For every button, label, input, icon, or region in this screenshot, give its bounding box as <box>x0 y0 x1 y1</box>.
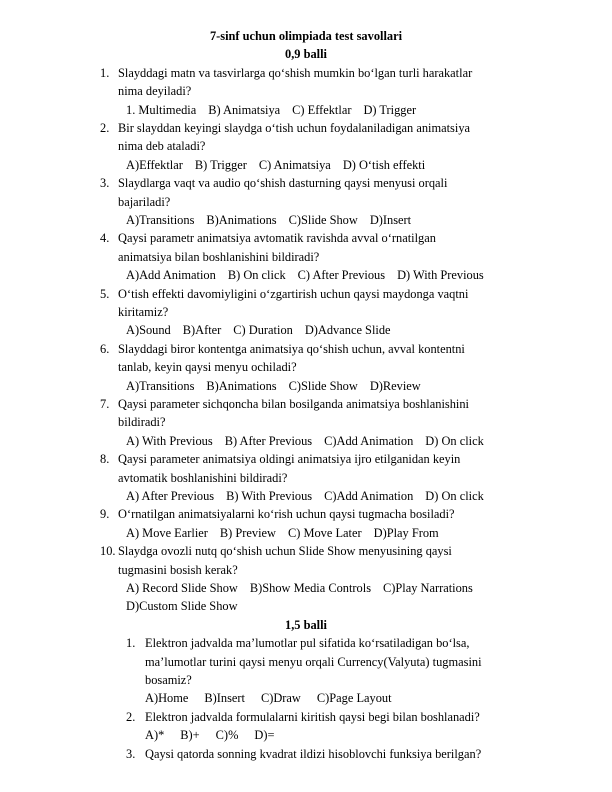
question-text: O‘rnatilgan animatsiyalarni ko‘rish uchun qaysi tugmacha bosiladi? <box>118 507 455 522</box>
answer-option: C) Move Later <box>287 525 362 540</box>
question-number: 4. <box>100 231 110 246</box>
answer-option: B)Animations <box>206 213 277 227</box>
question-text: Elektron jadvalda formulalarni kiritish qaysi begi bilan boshlanadi? <box>145 709 480 724</box>
answer-option: D) O‘tish effekti <box>342 157 426 172</box>
question-text: ma’lumotlar turini qaysi menyu orqali Currency(Valyuta) tugmasini <box>145 654 482 669</box>
question-text: Qaysi parameter sichqoncha bilan bosilganda animatsiya boshlanishini <box>118 397 469 411</box>
answer-option: D)= <box>254 728 275 743</box>
answer-option: B)Insert <box>204 691 245 706</box>
question-text: animatsiya bilan boshlanishini bildiradi? <box>118 249 320 264</box>
question-text: nima deyiladi? <box>118 84 192 99</box>
answer-options <box>126 524 451 542</box>
page-title: 7-sinf uchun olimpiada test savollari <box>209 29 403 43</box>
answer-option: C)Play Narrations <box>383 581 473 595</box>
question-text: Slaydlarga vaqt va audio qo‘shish dasturning qaysi menyusi orqali <box>118 176 448 191</box>
answer-options <box>126 211 423 229</box>
question-text: Qaysi parametr animatsiya avtomatik ravishda avval o‘rnatilgan <box>118 231 436 246</box>
question-number: 2. <box>100 121 110 135</box>
answer-option: B) After Previous <box>224 433 313 448</box>
answer-option: A) Record Slide Show <box>126 581 238 595</box>
question-text: avtomatik boshlanishini bildiradi? <box>118 470 288 485</box>
answer-option: A) After Previous <box>126 489 215 503</box>
answer-option: A)Add Animation <box>126 268 216 283</box>
answer-option: C)Add Animation <box>324 433 414 448</box>
question-number: 6. <box>100 341 110 356</box>
answer-option: A)Sound <box>126 323 171 338</box>
answer-option: D)Review <box>369 378 421 393</box>
question-number: 9. <box>100 507 110 522</box>
answer-option: A)Transitions <box>126 378 195 393</box>
answer-options <box>126 321 403 339</box>
question-number: 5. <box>100 286 110 301</box>
answer-option: B)After <box>182 323 222 338</box>
answer-options <box>126 432 496 450</box>
answer-option: B)Animations <box>206 378 277 393</box>
question-number: 1. <box>100 65 110 80</box>
answer-option: A) Move Earlier <box>126 525 208 540</box>
answer-option: A)Effektlar <box>126 157 183 172</box>
answer-option: C) Effektlar <box>292 102 352 117</box>
answer-options <box>126 156 437 174</box>
answer-option: C)Slide Show <box>288 378 358 393</box>
answer-options <box>126 579 485 597</box>
question-text: bajariladi? <box>118 194 171 209</box>
answer-option: C)Add Animation <box>324 489 414 503</box>
question-number: 7. <box>100 397 110 411</box>
answer-options <box>126 487 496 505</box>
question-text: bildiradi? <box>118 415 166 430</box>
answer-options <box>145 726 290 744</box>
answer-option: A)Home <box>145 691 189 706</box>
answer-option: D)Custom Slide Show <box>126 599 238 614</box>
question-number: 2. <box>126 709 136 724</box>
answer-options <box>145 689 408 707</box>
answer-option: B)+ <box>180 728 200 743</box>
answer-options <box>126 377 433 395</box>
answer-option: D) On click <box>425 433 484 448</box>
question-text: Slayddagi matn va tasvirlarga qo‘shish mumkin bo‘lgan turli harakatlar <box>118 65 473 80</box>
question-text: Qaysi parameter animatsiya oldingi animatsiya ijro etilganidan keyin <box>118 452 461 467</box>
question-text: tugmasini bosish kerak? <box>118 562 238 577</box>
answer-option: C) Duration <box>233 323 293 338</box>
answer-option: D) With Previous <box>397 268 484 283</box>
answer-option: D)Insert <box>369 213 412 227</box>
question-text: bosamiz? <box>145 673 192 687</box>
question-text: Bir slayddan keyingi slaydga o‘tish uchun foydalaniladigan animatsiya <box>118 121 471 135</box>
answer-option: B) Animatsiya <box>208 102 281 117</box>
answer-option: B) With Previous <box>226 489 313 503</box>
section-heading: 1,5 balli <box>285 617 327 632</box>
answer-option: C) After Previous <box>297 268 386 283</box>
answer-option: B)Show Media Controls <box>249 581 372 595</box>
answer-option: C)Slide Show <box>288 213 358 227</box>
answer-option: 1. Multimedia <box>126 102 197 117</box>
question-text: tanlab, keyin qaysi menyu ochiladi? <box>118 360 297 375</box>
answer-option: B) Trigger <box>194 157 247 172</box>
question-text: kiritamiz? <box>118 305 169 319</box>
answer-option: B) Preview <box>219 525 276 540</box>
question-number: 1. <box>126 636 136 651</box>
answer-option: C)Page Layout <box>316 691 392 706</box>
answer-option: D) On click <box>425 489 484 503</box>
question-text: Elektron jadvalda ma’lumotlar pul sifatida ko‘rsatiladigan bo‘lsa, <box>145 636 470 651</box>
answer-options <box>126 597 250 615</box>
question-text: nima deb ataladi? <box>118 139 206 154</box>
answer-option: C) Animatsiya <box>258 157 331 172</box>
answer-option: A)* <box>145 728 165 743</box>
answer-option: C)% <box>215 728 239 743</box>
answer-option: B) On click <box>227 268 286 283</box>
question-number: 3. <box>100 176 110 191</box>
question-text: Slayddagi biror kontentga animatsiya qo‘shish uchun, avval kontentni <box>118 341 465 356</box>
answer-option: D) Trigger <box>363 102 417 117</box>
question-text: O‘tish effekti davomiyligini o‘zgartirish uchun qaysi maydonga vaqtni <box>118 286 469 301</box>
answer-option: C)Draw <box>260 691 301 706</box>
question-text: Qaysi qatorda sonning kvadrat ildizi hisoblovchi funksiya berilgan? <box>145 746 482 761</box>
question-number: 8. <box>100 452 110 467</box>
question-text: Slaydga ovozli nutq qo‘shish uchun Slide Show menyusining qaysi <box>118 544 452 559</box>
answer-options <box>126 101 428 119</box>
answer-options <box>126 266 496 284</box>
question-number: 10. <box>100 544 116 559</box>
answer-option: A) With Previous <box>126 433 213 448</box>
answer-option: D)Advance Slide <box>304 323 391 338</box>
answer-option: A)Transitions <box>126 213 195 227</box>
section-heading: 0,9 balli <box>285 47 327 62</box>
question-number: 3. <box>126 746 136 761</box>
answer-option: D)Play From <box>373 525 439 540</box>
